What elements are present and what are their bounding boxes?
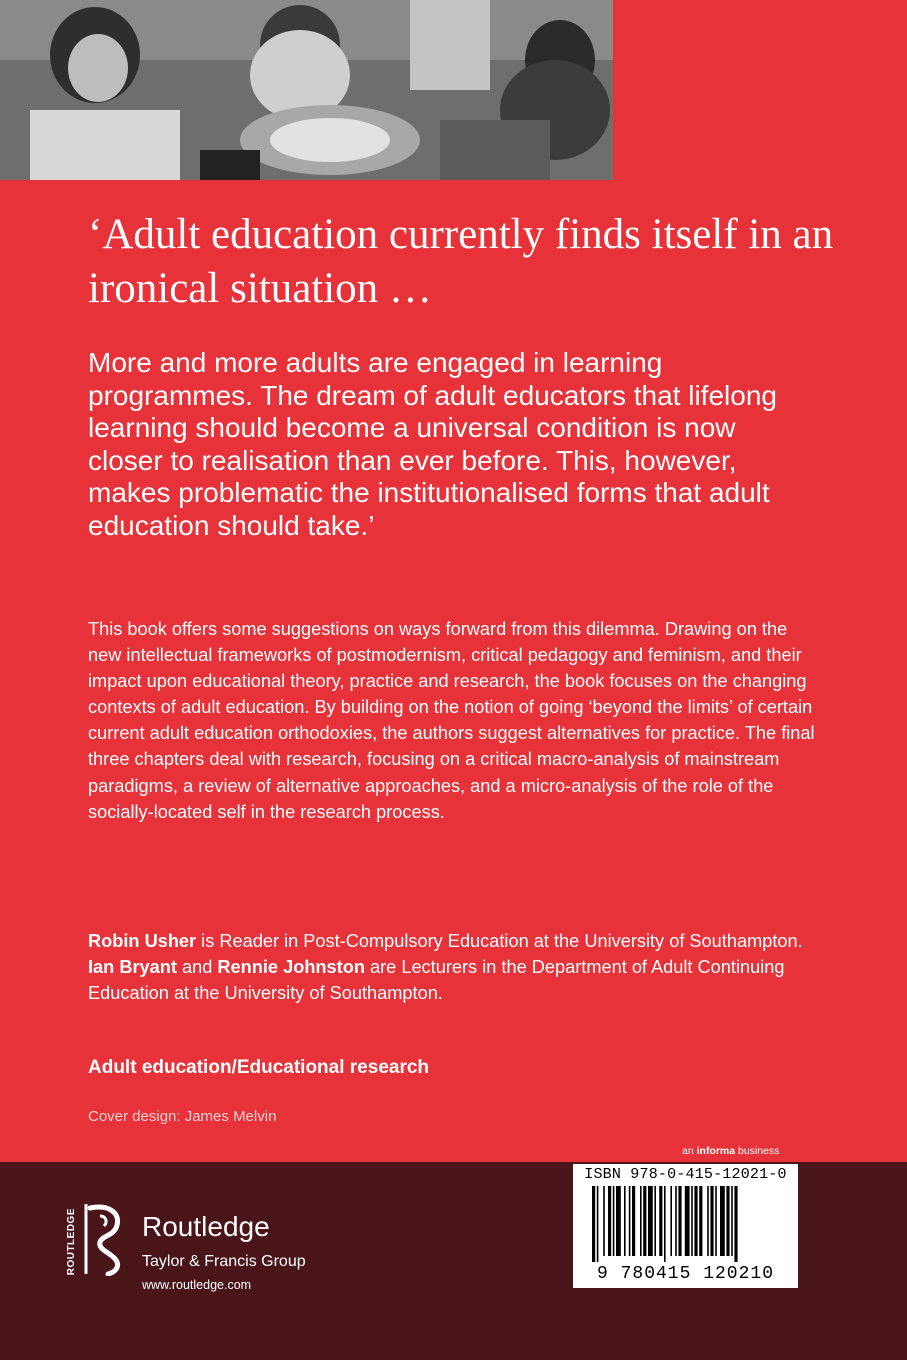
publisher-url: www.routledge.com — [142, 1278, 252, 1292]
barcode-digits: 9 780415 120210 — [596, 1264, 775, 1284]
barcode-bars-icon — [590, 1186, 785, 1262]
informa-tagline — [682, 1145, 779, 1157]
author-name: Robin Usher — [88, 931, 197, 951]
subject-category: Adult education/Educational research — [88, 1057, 430, 1078]
author-text: is Reader in Post-Compulsory Education at the University of Southampton. — [196, 931, 803, 951]
book-description: This book offers some suggestions on ways forward from this dilemma. Drawing on the new intellectual frameworks of postmodernism, critical pedagogy and feminism, and their impact upon educational theory, practice and research, the book focuses on the changing contexts of adult education. By building on the notion of going ‘beyond the limits’ of certain current adult education orthodoxies, the authors suggest alternatives for practice. The final three chapters deal with research, focusing on a critical macro-analysis of mainstream paradigms, a review of alternative approaches, and a micro-analysis of the role of the socially-located self in the research process. — [88, 619, 815, 822]
quote-body: More and more adults are engaged in learning programmes. The dream of adult educators that lifelong learning should become a universal condition is now closer to realisation than ever before. This, however, makes problematic the institutionalised forms that adult education should take.’ — [88, 347, 777, 541]
informa-brand: informa — [696, 1145, 736, 1157]
cover-design-credit: Cover design: James Melvin — [88, 1108, 277, 1125]
author-text: and — [176, 957, 218, 978]
informa-prefix: an — [682, 1145, 697, 1157]
routledge-logo-icon — [76, 1202, 138, 1276]
author-bio — [88, 928, 818, 1006]
author-name: Ian Bryant — [88, 957, 177, 978]
isbn-barcode — [573, 1164, 798, 1288]
photo-scene-icon — [0, 0, 613, 180]
author-name: Rennie Johnston — [217, 957, 365, 978]
publisher-group: Taylor & Francis Group — [142, 1253, 306, 1270]
author-text: are Lecturers in the Department of Adult Continuing Education at the University of Southampton. — [88, 957, 785, 1004]
isbn-number: ISBN 978-0-415-12021-0 — [584, 1166, 787, 1183]
classroom-photo — [0, 0, 613, 180]
routledge-vertical-label: ROUTLEDGE — [66, 1208, 77, 1276]
quote-title: ‘Adult education currently finds itself in an ironical situation … — [88, 211, 834, 312]
publisher-name: Routledge — [142, 1211, 270, 1242]
informa-suffix: business — [735, 1145, 780, 1157]
